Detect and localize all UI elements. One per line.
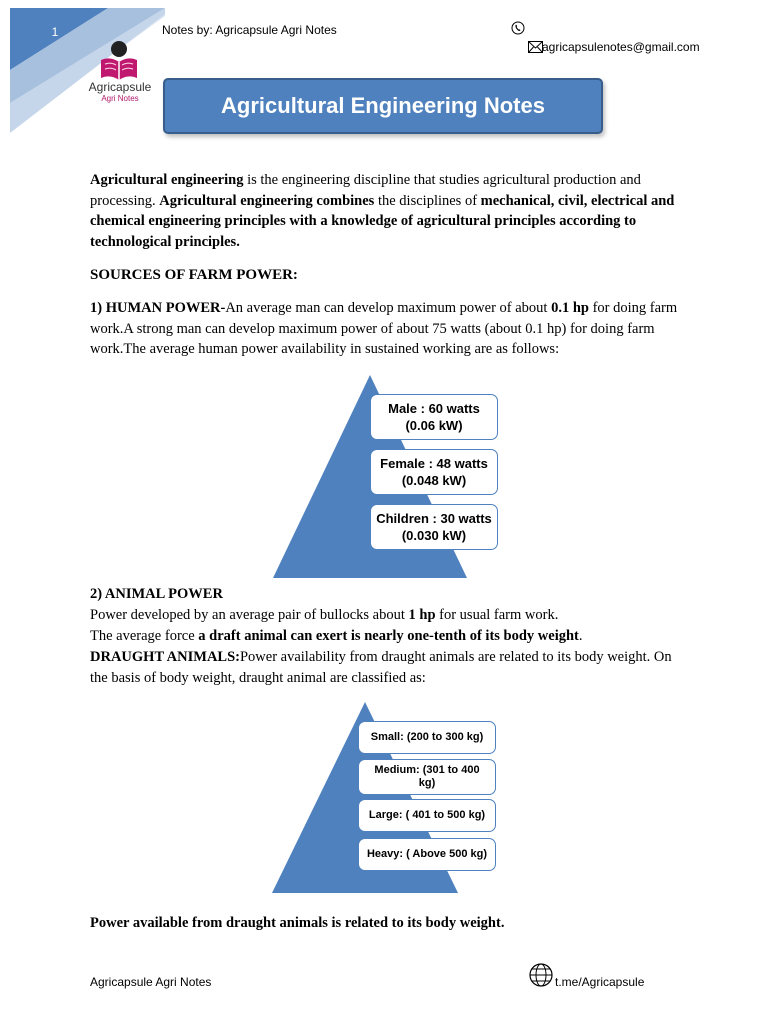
human-power-heading: 1) HUMAN POWER- <box>90 300 226 316</box>
human-text-2: for doing farm work.A strong man can develop maximum power of about 75 watts (about 0.1 hp) for doing farm work.The average human power availability in sustained working are as follows: <box>90 300 678 357</box>
sources-heading: SOURCES OF FARM POWER: <box>90 267 298 283</box>
animal-text-1: Power developed by an average pair of bullocks about <box>90 607 409 623</box>
intro-text: is the engineering discipline that studies agricultural production and processing. <box>90 172 641 209</box>
pyramid-box-male <box>370 394 498 440</box>
female-power-label: Female : 48 watts <box>380 456 488 471</box>
draught-animals-paragraph <box>90 647 682 688</box>
pyramid-box-small: Small: (200 to 300 kg) <box>358 721 496 754</box>
intro-term: Agricultural engineering <box>90 172 244 188</box>
animal-text-3: The average force <box>90 628 199 644</box>
animal-text-4: . <box>578 628 583 644</box>
pyramid-box-children <box>370 504 498 550</box>
pyramid-box-heavy: Heavy: ( Above 500 kg) <box>358 838 496 871</box>
female-power-kw: (0.048 kW) <box>401 473 467 488</box>
conclusion-statement: Power available from draught animals is related to its body weight. <box>90 915 505 931</box>
pyramid-box-large: Large: ( 401 to 500 kg) <box>358 799 496 832</box>
children-power-kw: (0.030 kW) <box>401 528 467 543</box>
human-text-1: An average man can develop maximum power of about <box>225 300 552 316</box>
logo-title: Agricapsule <box>88 80 152 94</box>
animal-power-paragraph-1 <box>90 605 682 626</box>
animal-text-2: for usual farm work. <box>435 607 559 623</box>
human-hp-value: 0.1 hp <box>551 300 589 316</box>
logo-subtitle: Agri Notes <box>101 94 139 103</box>
children-power-label: Children : 30 watts <box>376 511 492 526</box>
page-number: 1 <box>51 25 59 39</box>
notes-by-label: Notes by: Agricapsule Agri Notes <box>162 23 337 37</box>
male-power-label: Male : 60 watts <box>388 401 480 416</box>
globe-icon <box>528 962 554 988</box>
animal-power-paragraph-2 <box>90 626 682 647</box>
intro-paragraph <box>90 170 682 252</box>
animal-force-statement: a draft animal can exert is nearly one-tenth of its body weight <box>198 628 579 644</box>
draught-animals-text: Power availability from draught animals are related to its body weight. On the basis of body weight, draught animal are classified as: <box>90 649 672 686</box>
intro-bold-2: mechanical, civil, electrical and chemical engineering principles with a knowledge of agricultural principles according to technological principles. <box>90 192 675 250</box>
page-title-banner: Agricultural Engineering Notes <box>163 78 603 134</box>
intro-text-2: the disciplines of <box>374 192 481 209</box>
contact-email[interactable]: agricapsulenotes@gmail.com <box>542 40 700 54</box>
human-power-paragraph <box>90 298 682 360</box>
mail-icon <box>528 41 543 53</box>
pyramid-box-medium: Medium: (301 to 400 kg) <box>358 759 496 795</box>
telegram-link[interactable]: t.me/Agricapsule <box>555 975 645 989</box>
footer-brand: Agricapsule Agri Notes <box>90 975 212 989</box>
male-power-kw: (0.06 kW) <box>405 418 463 433</box>
animal-hp-value: 1 hp <box>408 607 436 623</box>
intro-bold-1: Agricultural engineering combines <box>159 192 375 209</box>
pyramid-box-female <box>370 449 498 495</box>
animal-power-heading: 2) ANIMAL POWER <box>90 586 223 602</box>
book-logo-icon <box>96 40 142 82</box>
phone-icon <box>511 21 525 35</box>
draught-animals-label: DRAUGHT ANIMALS: <box>90 649 240 665</box>
